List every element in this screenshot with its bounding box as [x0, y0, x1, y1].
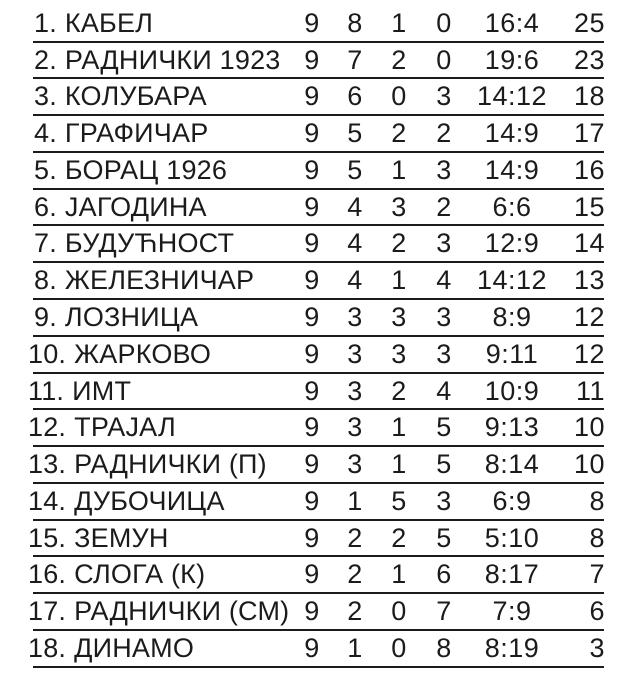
points-cell: 25: [573, 7, 605, 38]
team-name: ТРАЈАЛ: [74, 412, 176, 443]
team-cell: [28, 557, 205, 594]
drawn-cell: 0: [391, 596, 407, 627]
team-name: СЛОГА (К): [74, 559, 206, 590]
team-name: ГРАФИЧАР: [64, 118, 209, 149]
table-row: [0, 410, 636, 447]
drawn-cell: 3: [391, 191, 407, 222]
position-label: 18.: [28, 632, 67, 663]
lost-cell: 7: [436, 596, 452, 627]
won-cell: 3: [347, 449, 363, 480]
table-row: [0, 263, 636, 300]
won-cell: 5: [347, 118, 363, 149]
team-cell: [34, 263, 254, 300]
lost-cell: 3: [436, 485, 452, 516]
played-cell: 9: [304, 412, 320, 443]
position-label: 12.: [28, 412, 67, 443]
goals-cell: 14:9: [484, 154, 540, 185]
position-label: 13.: [28, 449, 67, 480]
played-cell: 9: [304, 375, 320, 406]
goals-cell: 16:4: [484, 7, 540, 38]
goals-cell: 12:9: [484, 228, 540, 259]
drawn-cell: 2: [391, 118, 407, 149]
played-cell: 9: [304, 522, 320, 553]
points-cell: 13: [573, 265, 605, 296]
played-cell: 9: [304, 559, 320, 590]
team-cell: [28, 410, 176, 447]
drawn-cell: 2: [391, 375, 407, 406]
goals-cell: 14:9: [484, 118, 540, 149]
played-cell: 9: [304, 44, 320, 75]
goals-cell: 9:13: [484, 412, 540, 443]
team-name: КОЛУБАРА: [64, 81, 207, 112]
goals-cell: 14:12: [476, 265, 548, 296]
position-label: 5.: [34, 154, 57, 185]
team-cell: [28, 484, 225, 521]
goals-cell: 8:14: [484, 449, 540, 480]
position-label: 3.: [34, 81, 57, 112]
table-row: [0, 631, 636, 668]
won-cell: 3: [347, 412, 363, 443]
won-cell: 1: [347, 632, 363, 663]
team-name: РАДНИЧКИ (СМ): [74, 596, 290, 627]
lost-cell: 2: [436, 191, 452, 222]
team-name: ЛОЗНИЦА: [64, 302, 199, 333]
drawn-cell: 1: [391, 265, 407, 296]
played-cell: 9: [304, 632, 320, 663]
points-cell: 23: [573, 44, 605, 75]
position-label: 4.: [34, 118, 57, 149]
position-label: 1.: [34, 7, 57, 38]
team-name: БУДУЋНОСТ: [64, 228, 235, 259]
table-row: [0, 43, 636, 80]
won-cell: 3: [347, 338, 363, 369]
points-cell: 10: [573, 412, 605, 443]
goals-cell: 8:19: [484, 632, 540, 663]
team-cell: [28, 594, 289, 631]
standings-table: [0, 6, 636, 668]
played-cell: 9: [304, 485, 320, 516]
goals-cell: 8:17: [484, 559, 540, 590]
drawn-cell: 3: [391, 302, 407, 333]
played-cell: 9: [304, 228, 320, 259]
lost-cell: 2: [436, 118, 452, 149]
points-cell: 15: [573, 191, 605, 222]
points-cell: 12: [573, 302, 605, 333]
points-cell: 7: [589, 559, 605, 590]
points-cell: 8: [589, 522, 605, 553]
won-cell: 3: [347, 302, 363, 333]
played-cell: 9: [304, 302, 320, 333]
table-row: [0, 557, 636, 594]
drawn-cell: 2: [391, 522, 407, 553]
drawn-cell: 1: [391, 559, 407, 590]
points-cell: 11: [575, 375, 605, 406]
row-divider: [33, 666, 604, 668]
table-row: [0, 337, 636, 374]
team-cell: [34, 153, 227, 190]
drawn-cell: 2: [391, 44, 407, 75]
lost-cell: 0: [436, 44, 452, 75]
team-cell: [34, 79, 207, 116]
team-cell: [28, 374, 131, 411]
goals-cell: 10:9: [484, 375, 540, 406]
lost-cell: 3: [436, 154, 452, 185]
won-cell: 2: [347, 596, 363, 627]
team-name: ДУБОЧИЦА: [74, 485, 225, 516]
goals-cell: 6:9: [492, 485, 532, 516]
played-cell: 9: [304, 81, 320, 112]
points-cell: 8: [589, 485, 605, 516]
points-cell: 12: [573, 338, 605, 369]
team-name: РАДНИЧКИ (П): [74, 449, 267, 480]
won-cell: 2: [347, 522, 363, 553]
team-cell: [34, 43, 281, 80]
lost-cell: 5: [436, 412, 452, 443]
table-row: [0, 594, 636, 631]
drawn-cell: 5: [391, 485, 407, 516]
position-label: 17.: [28, 596, 67, 627]
played-cell: 9: [304, 154, 320, 185]
lost-cell: 8: [436, 632, 452, 663]
goals-cell: 19:6: [484, 44, 540, 75]
team-name: ЖЕЛЕЗНИЧАР: [64, 265, 255, 296]
won-cell: 4: [347, 228, 363, 259]
team-cell: [34, 300, 198, 337]
goals-cell: 6:6: [492, 191, 532, 222]
played-cell: 9: [304, 449, 320, 480]
lost-cell: 0: [436, 7, 452, 38]
position-label: 8.: [34, 265, 57, 296]
won-cell: 4: [347, 265, 363, 296]
drawn-cell: 0: [391, 81, 407, 112]
table-row: [0, 374, 636, 411]
team-name: ДИНАМО: [74, 632, 195, 663]
team-cell: [28, 521, 169, 558]
drawn-cell: 1: [391, 154, 407, 185]
position-label: 10.: [28, 338, 67, 369]
team-cell: [28, 337, 211, 374]
won-cell: 7: [347, 44, 363, 75]
goals-cell: 7:9: [492, 596, 532, 627]
table-row: [0, 153, 636, 190]
team-cell: [34, 226, 234, 263]
won-cell: 3: [347, 375, 363, 406]
lost-cell: 3: [436, 81, 452, 112]
table-row: [0, 116, 636, 153]
table-row: [0, 300, 636, 337]
table-row: [0, 190, 636, 227]
points-cell: 6: [589, 596, 605, 627]
table-row: [0, 484, 636, 521]
points-cell: 14: [573, 228, 605, 259]
goals-cell: 8:9: [492, 302, 532, 333]
team-name: БОРАЦ 1926: [64, 154, 228, 185]
team-name: ЖАРКОВО: [74, 338, 212, 369]
lost-cell: 6: [436, 559, 452, 590]
won-cell: 5: [347, 154, 363, 185]
played-cell: 9: [304, 265, 320, 296]
won-cell: 4: [347, 191, 363, 222]
team-cell: [28, 631, 194, 668]
position-label: 2.: [34, 44, 57, 75]
goals-cell: 5:10: [484, 522, 540, 553]
goals-cell: 14:12: [476, 81, 548, 112]
table-row: [0, 226, 636, 263]
team-cell: [28, 447, 267, 484]
played-cell: 9: [304, 191, 320, 222]
position-label: 16.: [28, 559, 67, 590]
lost-cell: 4: [436, 265, 452, 296]
team-cell: [34, 190, 207, 227]
played-cell: 9: [304, 596, 320, 627]
position-label: 14.: [28, 485, 67, 516]
won-cell: 6: [347, 81, 363, 112]
lost-cell: 3: [436, 302, 452, 333]
position-label: 11.: [28, 375, 65, 406]
position-label: 7.: [34, 228, 57, 259]
points-cell: 3: [589, 632, 605, 663]
points-cell: 18: [573, 81, 605, 112]
points-cell: 17: [573, 118, 605, 149]
team-name: КАБЕЛ: [64, 7, 154, 38]
drawn-cell: 1: [391, 412, 407, 443]
drawn-cell: 0: [391, 632, 407, 663]
table-row: [0, 521, 636, 558]
team-cell: [34, 6, 153, 43]
table-row: [0, 447, 636, 484]
team-name: ИМТ: [72, 375, 132, 406]
position-label: 15.: [28, 522, 67, 553]
won-cell: 2: [347, 559, 363, 590]
position-label: 6.: [34, 191, 57, 222]
goals-cell: 9:11: [485, 338, 539, 369]
lost-cell: 3: [436, 228, 452, 259]
table-row: [0, 79, 636, 116]
team-name: ЗЕМУН: [74, 522, 169, 553]
lost-cell: 3: [436, 338, 452, 369]
played-cell: 9: [304, 118, 320, 149]
drawn-cell: 3: [391, 338, 407, 369]
drawn-cell: 1: [391, 7, 407, 38]
won-cell: 8: [347, 7, 363, 38]
points-cell: 10: [573, 449, 605, 480]
drawn-cell: 2: [391, 228, 407, 259]
team-name: РАДНИЧКИ 1923: [64, 44, 281, 75]
team-cell: [34, 116, 208, 153]
won-cell: 1: [347, 485, 363, 516]
points-cell: 16: [573, 154, 605, 185]
lost-cell: 5: [436, 522, 452, 553]
team-name: ЈАГОДИНА: [64, 191, 207, 222]
table-row: [0, 6, 636, 43]
played-cell: 9: [304, 7, 320, 38]
lost-cell: 5: [436, 449, 452, 480]
drawn-cell: 1: [391, 449, 407, 480]
position-label: 9.: [34, 302, 57, 333]
played-cell: 9: [304, 338, 320, 369]
lost-cell: 4: [436, 375, 452, 406]
